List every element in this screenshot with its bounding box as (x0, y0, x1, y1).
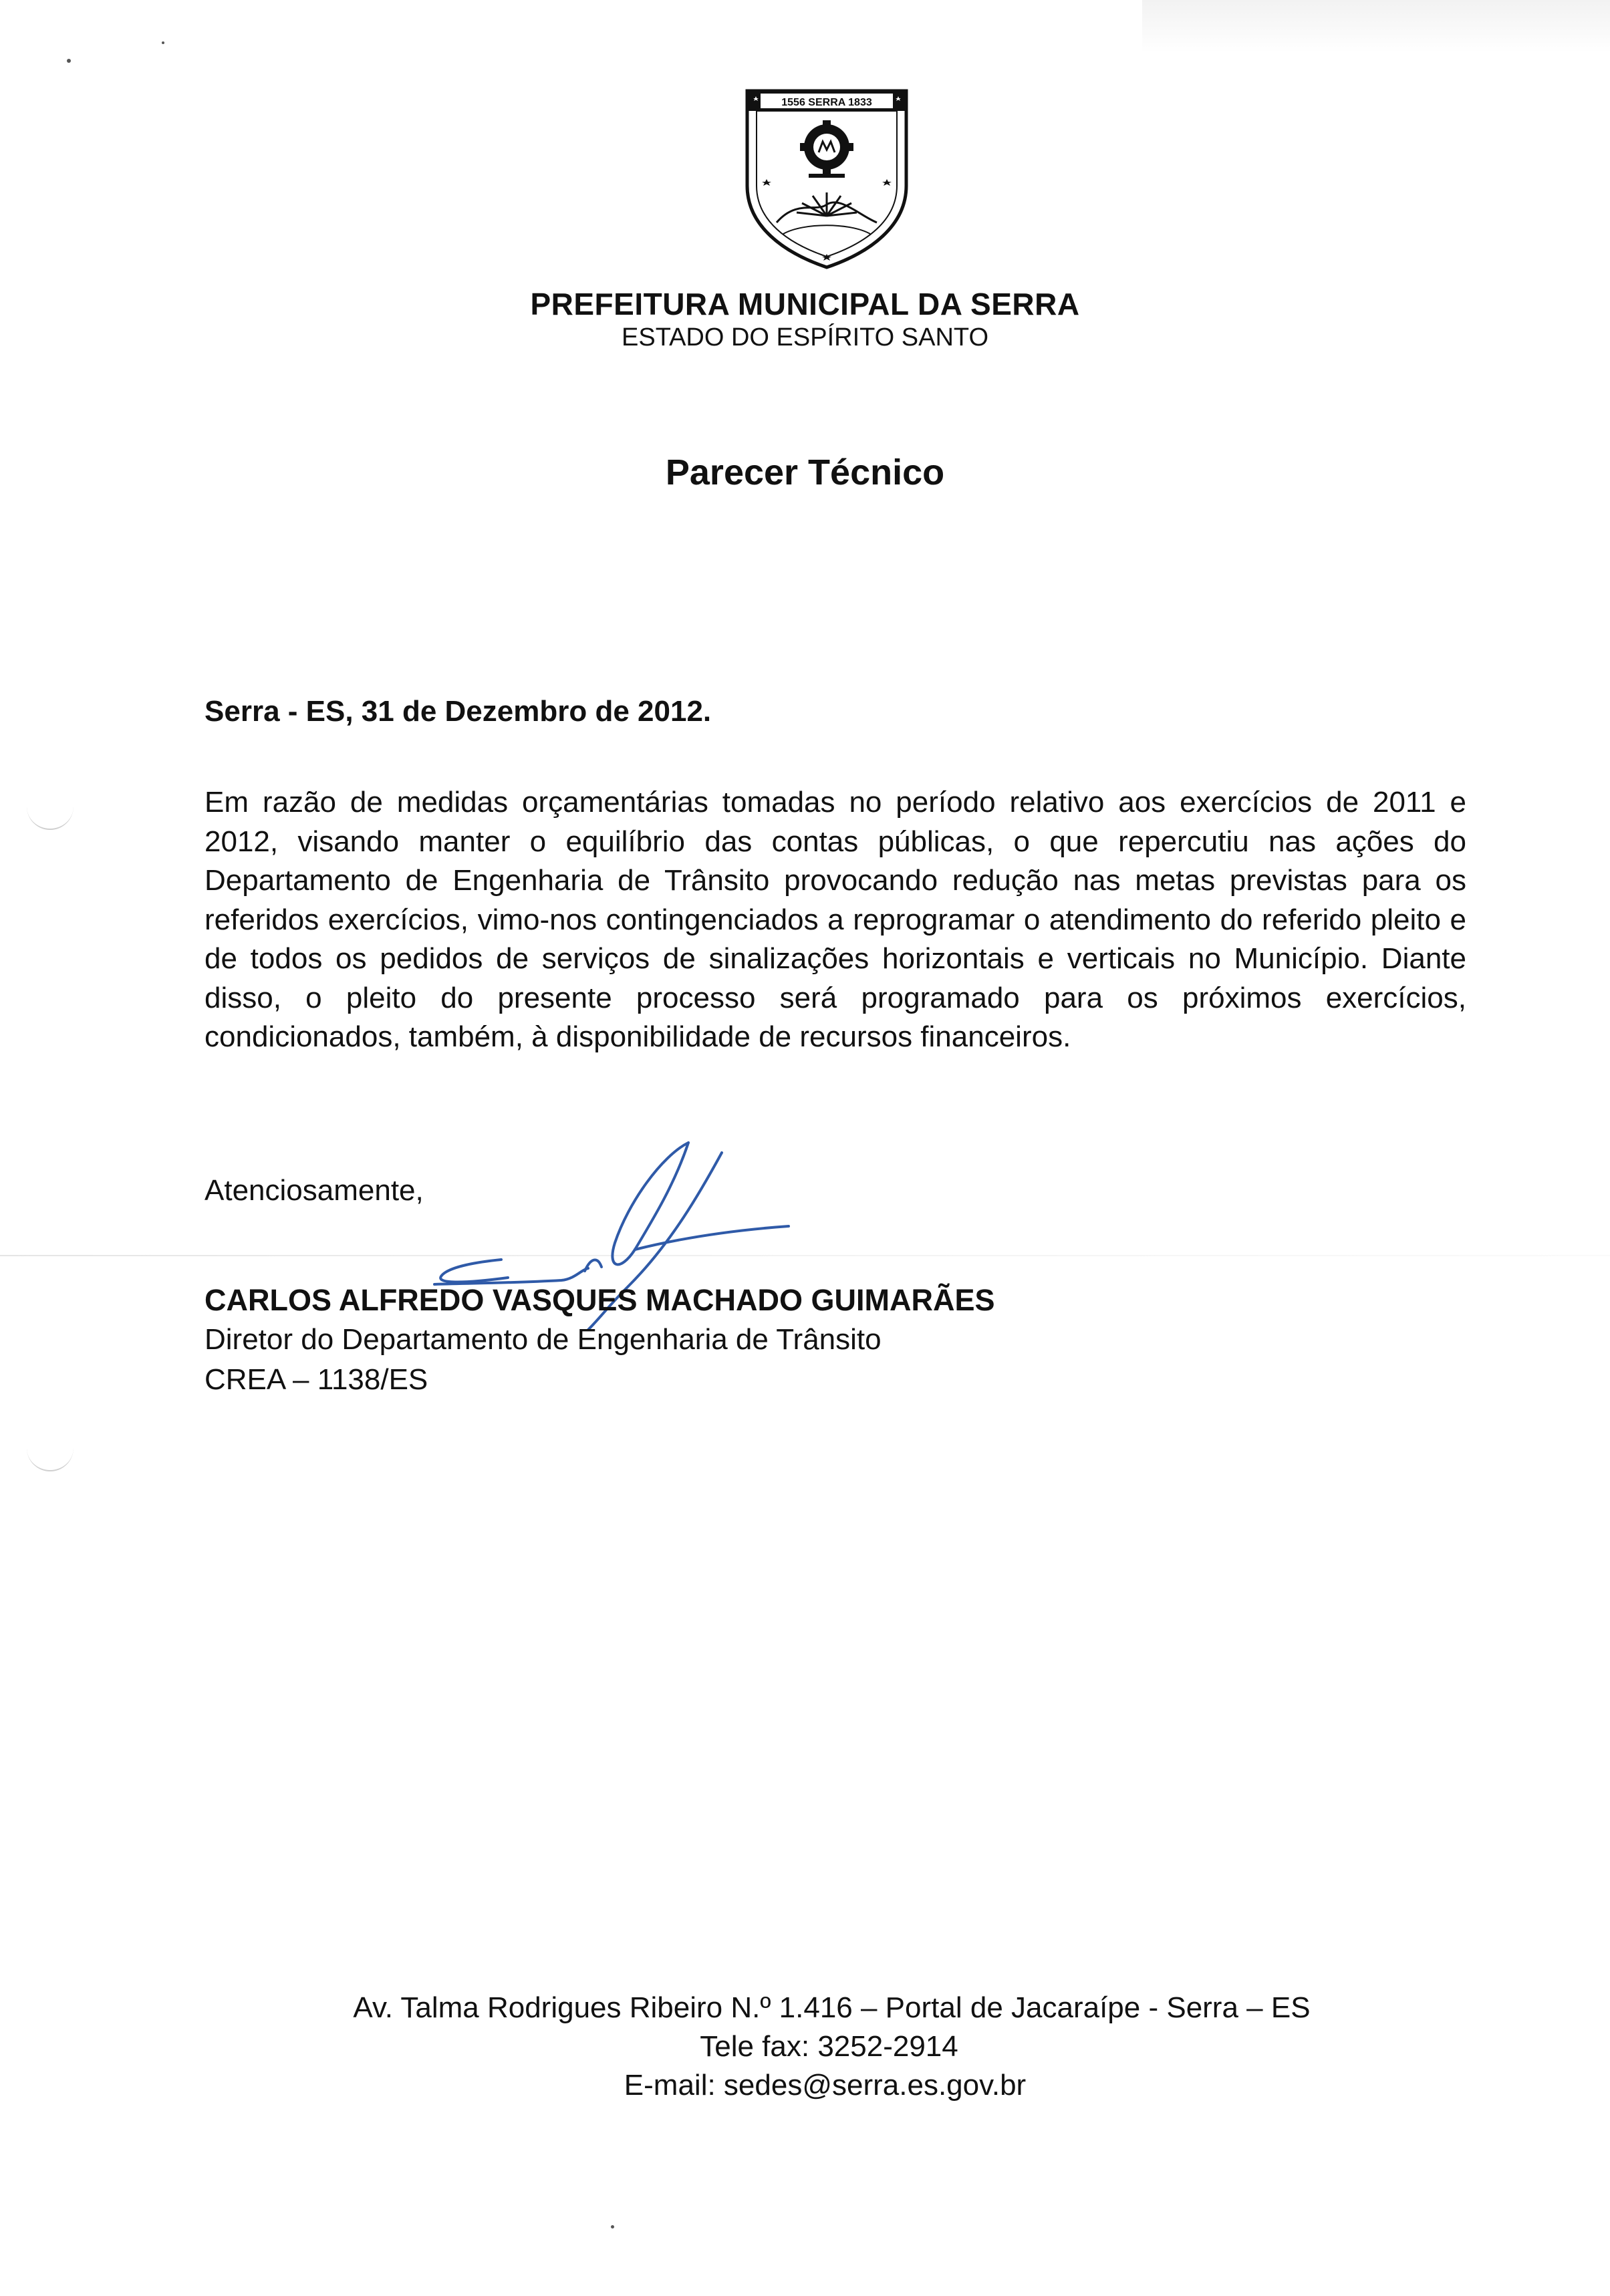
document-title: Parecer Técnico (665, 452, 945, 492)
scan-speck (611, 2225, 614, 2229)
punch-hole-mark (27, 1443, 74, 1471)
closing-salutation: Atenciosamente, (205, 1174, 424, 1207)
scan-shadow (1142, 0, 1610, 53)
footer-email: E-mail: sedes@serra.es.gov.br (624, 2069, 1027, 2102)
body-paragraph: Em razão de medidas orçamentárias tomadas no período relativo aos exercícios de 2011 e 2012, visando manter o equilíbrio das contas públicas, o que repercutiu nas ações do Departamento de Engenharia de Trânsito provocando redução nas metas previstas para os referidos exercícios, vimo-nos contingenciados a reprogramar o atendimento do referido pleito e de todos os pedidos de serviços de sinalizações horizontais e verticais no Município. Diante disso, o pleito do presente processo será programado para os próximos exercícios, condicionados, também, à disponibilidade de recursos financeiros. (205, 786, 1466, 1053)
date-line: Serra - ES, 31 de Dezembro de 2012. (205, 695, 712, 728)
signer-name: CARLOS ALFREDO VASQUES MACHADO GUIMARÃES (205, 1283, 995, 1317)
punch-hole-mark (27, 802, 74, 830)
organization-name: PREFEITURA MUNICIPAL DA SERRA (530, 287, 1080, 321)
footer-phone: Tele fax: 3252-2914 (700, 2030, 958, 2063)
organization-state: ESTADO DO ESPÍRITO SANTO (622, 323, 988, 351)
emblem-banner-text: 1556 SERRA 1833 (781, 97, 872, 108)
municipal-emblem-icon (743, 86, 910, 273)
scan-speck (67, 59, 71, 63)
scan-speck (162, 41, 164, 44)
signer-registration: CREA – 1138/ES (205, 1363, 428, 1396)
signer-role: Diretor do Departamento de Engenharia de Trânsito (205, 1323, 882, 1356)
footer-address: Av. Talma Rodrigues Ribeiro N.º 1.416 – Portal de Jacaraípe - Serra – ES (353, 1991, 1311, 2024)
